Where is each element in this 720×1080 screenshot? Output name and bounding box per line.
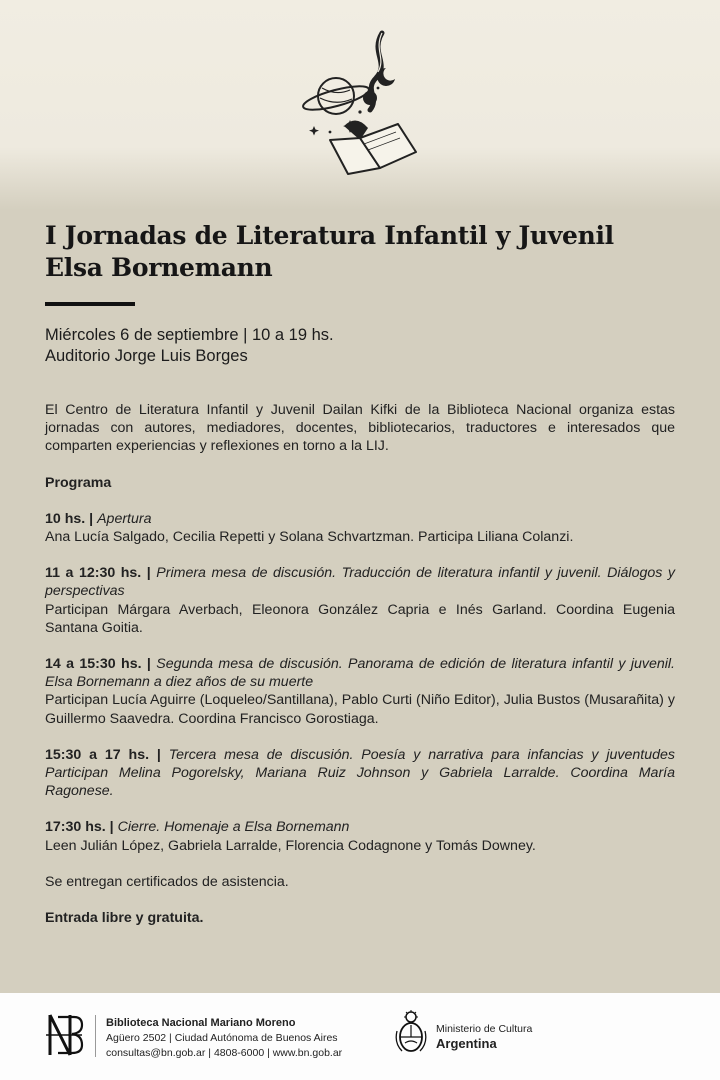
entry-note: Entrada libre y gratuita.	[45, 910, 204, 927]
header-band	[0, 0, 720, 210]
program-detail: Participan Lucía Aguirre (Loqueleo/Santillana), Pablo Curti (Niño Editor), Julia Bustos (Musarañita) y Guillermo Saavedra. Coordina Francisco Gorostiaga.	[45, 692, 675, 727]
title-divider	[45, 302, 135, 306]
program-item	[45, 564, 675, 637]
intro-paragraph: El Centro de Literatura Infantil y Juvenil Dailan Kifki de la Biblioteca Nacional organiza estas jornadas con autores, mediadores, docentes, bibliotecarios, traductores e interesados que comparten experiencias y reflexiones en torno a la LIJ.	[45, 402, 675, 455]
program-time: 10 hs. |	[45, 510, 94, 527]
program-title: Tercera mesa de discusión. Poesía y narrativa para infancias y juventudes Participan Melina Pogorelsky, Mariana Ruiz Johnson y Gabriela Larralde. Coordina María Ragonese.	[45, 746, 675, 800]
biblioteca-nacional-monogram-logo	[44, 1011, 84, 1059]
program-detail: Participan Márgara Averbach, Eleonora González Capria e Inés Garland. Coordina Eugenia Santana Goitia.	[45, 601, 675, 636]
title-line-1: I Jornadas de Literatura Infantil y Juvenil	[45, 221, 614, 250]
event-info	[45, 325, 685, 367]
event-venue: Auditorio Jorge Luis Borges	[45, 347, 248, 365]
program-title: Apertura	[97, 510, 152, 527]
bn-name: Biblioteca Nacional Mariano Moreno	[106, 1017, 296, 1029]
event-date: Miércoles 6 de septiembre | 10 a 19 hs.	[45, 326, 334, 344]
program-time: 17:30 hs. |	[45, 819, 114, 836]
program-heading: Programa	[45, 474, 112, 491]
ministry-name: Ministerio de Cultura	[436, 1023, 533, 1035]
title-line-2: Elsa Bornemann	[45, 253, 273, 282]
footer-divider	[95, 1015, 96, 1057]
program-detail: Leen Julián López, Gabriela Larralde, Florencia Codagnone y Tomás Downey.	[45, 837, 536, 854]
ministry-info	[436, 1023, 532, 1052]
bn-contact: consultas@bn.gob.ar | 4808-6000 | www.bn.gob.ar	[106, 1047, 343, 1059]
footer	[0, 993, 720, 1080]
page-title	[45, 220, 685, 284]
program-item	[45, 818, 675, 854]
program-time: 11 a 12:30 hs. |	[45, 565, 151, 582]
event-content	[45, 401, 675, 927]
bn-info	[106, 1016, 342, 1061]
program-detail: Ana Lucía Salgado, Cecilia Repetti y Solana Schvartzman. Participa Liliana Colanzi.	[45, 529, 574, 546]
argentina-coat-of-arms-icon	[394, 1009, 428, 1057]
program-time: 15:30 a 17 hs. |	[45, 746, 161, 763]
program-title: Primera mesa de discusión. Traducción de literatura infantil y juvenil. Diálogos y perspectivas	[45, 565, 675, 600]
program-time: 14 a 15:30 hs. |	[45, 656, 151, 673]
program-item	[45, 655, 675, 728]
country-name: Argentina	[436, 1036, 497, 1051]
program-title: Cierre. Homenaje a Elsa Bornemann	[117, 819, 350, 836]
program-title: Segunda mesa de discusión. Panorama de edición de literatura infantil y juvenil. Elsa Bornemann a diez años de su muerte	[45, 656, 675, 691]
certificates-note: Se entregan certificados de asistencia.	[45, 873, 289, 890]
program-item	[45, 510, 675, 546]
book-planets-illustration	[290, 28, 430, 178]
program-item	[45, 746, 675, 801]
bn-address: Agüero 2502 | Ciudad Autónoma de Buenos Aires	[106, 1032, 338, 1044]
